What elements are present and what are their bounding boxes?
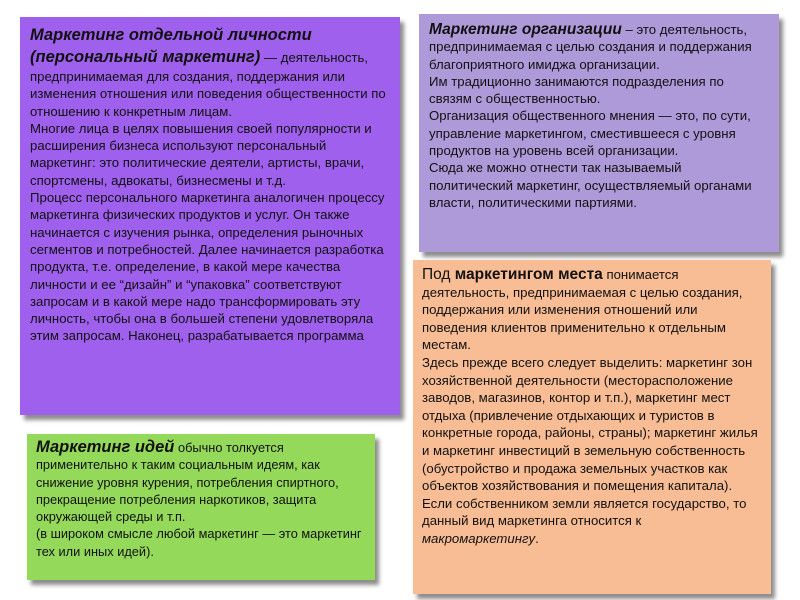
personal-title-rest: — деятельность, предпринимаемая для создания, поддержания или изменения отношения или поведения общественности по отношению к конкретным лицам. bbox=[30, 50, 386, 119]
ideas-intro bbox=[36, 439, 367, 525]
place-title: маркетингом места bbox=[454, 266, 603, 283]
place-p3-emphasis: макромаркетингу bbox=[422, 530, 536, 546]
personal-paragraph-3: Процесс персонального маркетинга аналогичен процессу маркетинга физических продуктов и услуг. Он также начинается с изучения рынка, определения рыночных сегментов и потребностей. Далее начинается разработка продукта, т.е. определение, в какой мере качества личности и ее “дизайн” и “упаковка” соответствуют запросам и в какой мере надо трансформировать эту личность, чтобы она в большей степени удовлетворяла этим запросам. Наконец, разрабатывается программа bbox=[30, 190, 385, 344]
organization-intro bbox=[429, 21, 769, 73]
place-marketing-box bbox=[413, 260, 771, 594]
personal-paragraph-2: Многие лица в целях повышения своей популярности и расширения бизнеса используют персональный маркетинг: это политические деятели, артисты, врачи, спортсмены, адвокаты, бизнесмены и т.д. bbox=[30, 120, 372, 188]
ideas-marketing-box bbox=[27, 434, 375, 580]
organization-paragraph-4: Сюда же можно отнести так называемый политический маркетинг, осуществляемый органами власти, политическими партиями. bbox=[429, 160, 752, 210]
organization-marketing-box bbox=[419, 14, 779, 252]
ideas-paragraph-2: (в широком смысле любой маркетинг — это маркетинг тех или иных идей). bbox=[36, 526, 362, 559]
place-paragraph-2: Здесь прежде всего следует выделить: маркетинг зон хозяйственной деятельности (месторасположение заводов, магазинов, контор и т.п.), маркетинг мест отдыха (привлечение отдыхающих и туристов в конкретные города, районы, страны); маркетинг жилья и маркетинг инвестиций в земельную собственность (обустройство и продажа земельных участков как объектов хозяйствования и помещения капитала). bbox=[422, 354, 758, 494]
personal-title: Маркетинг отдельной личности (персональный маркетинг) bbox=[30, 26, 312, 66]
organization-title-rest: – это деятельность, предпринимаемая с целью создания и поддержания благоприятного имиджа организации. bbox=[429, 22, 752, 72]
place-lead: Под bbox=[422, 266, 455, 283]
organization-paragraph-2: Им традиционно занимаются подразделения по связям с общественностью. bbox=[429, 73, 724, 107]
place-p3-end: . bbox=[535, 530, 539, 546]
ideas-title: Маркетинг идей bbox=[36, 438, 175, 456]
personal-intro bbox=[30, 24, 392, 120]
organization-paragraph-3: Организация общественного мнения — это, по сути, управление маркетингом, сместившееся с уровня продуктов на уровень всей организации. bbox=[429, 108, 751, 159]
organization-title: Маркетинг организации bbox=[429, 21, 622, 38]
ideas-title-rest: обычно толкуется применительно к таким социальным идеям, как снижение уровня курения, потребления спиртного, прекращение потребления наркотиков, защита окружающей среды и т.п. bbox=[36, 440, 339, 525]
personal-marketing-box bbox=[20, 17, 400, 415]
place-title-rest: понимается деятельность, предпринимаемая с целью создания, поддержания или изменения отношений или поведения клиентов применительно к отдельным местам. bbox=[422, 267, 743, 353]
place-paragraph-3 bbox=[422, 495, 761, 548]
place-intro bbox=[422, 266, 761, 354]
place-p3-start: Если собственником земли является государство, то данный вид маркетинга относится к bbox=[422, 495, 747, 529]
